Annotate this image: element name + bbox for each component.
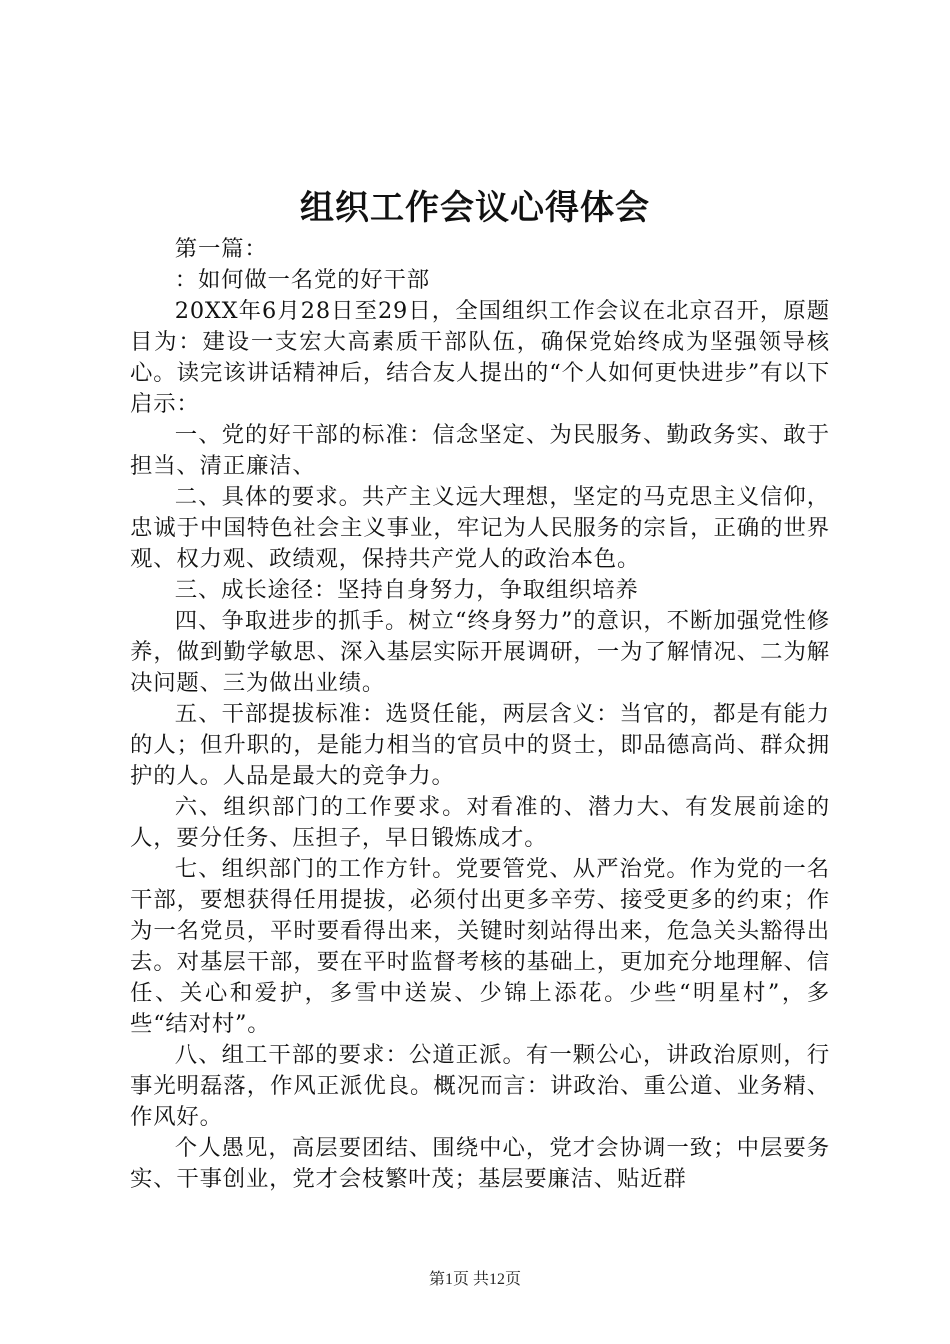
paragraph: 七、组织部门的工作方针。党要管党、从严治党。作为党的一名干部，要想获得任用提拔，必须付出更多辛劳、接受更多的约束；作为一名党员，平时要看得出来，关键时刻站得出来，危急关头豁得出去。对基层干部，要在平时监督考核的基础上，更加充分地理解、信任、关心和爱护，多雪中送炭、少锦上添花。少些“明星村”，多些“结对村”。 xyxy=(130,856,830,1037)
page-number-indicator: 第1页 共12页 xyxy=(428,1271,521,1288)
paragraph: 五、干部提拔标准：选贤任能，两层含义：当官的，都是有能力的人；但升职的，是能力相当的官员中的贤士，即品德高尚、群众拥护的人。人品是最大的竞争力。 xyxy=(130,701,830,789)
paragraph: 第一篇： xyxy=(174,236,268,262)
paragraph: 个人愚见，高层要团结、围绕中心，党才会协调一致；中层要务实、干事创业，党才会枝繁叶茂；基层要廉洁、贴近群 xyxy=(130,1135,830,1192)
paragraph: 六、组织部门的工作要求。对看准的、潜力大、有发展前途的人，要分任务、压担子，早日锻炼成才。 xyxy=(130,794,830,851)
document-title: 组织工作会议心得体会 xyxy=(300,188,650,228)
paragraph: 一、党的好干部的标准：信念坚定、为民服务、勤政务实、敢于担当、清正廉洁、 xyxy=(130,422,830,479)
paragraph: 三、成长途径：坚持自身努力，争取组织培养 xyxy=(174,577,639,603)
paragraph: 20XX年6月28日至29日，全国组织工作会议在北京召开，原题目为：建设一支宏大高素质干部队伍，确保党始终成为坚强领导核心。读完该讲话精神后，结合友人提出的“个人如何更快进步”有以下启示： xyxy=(130,298,830,417)
document-body xyxy=(130,234,830,1195)
page-footer xyxy=(0,1270,950,1290)
paragraph: 二、具体的要求。共产主义远大理想，坚定的马克思主义信仰，忠诚于中国特色社会主义事业，牢记为人民服务的宗旨，正确的世界观、权力观、政绩观，保持共产党人的政治本色。 xyxy=(130,484,830,572)
paragraph: ：如何做一名党的好干部 xyxy=(174,267,430,293)
paragraph: 八、组工干部的要求：公道正派。有一颗公心，讲政治原则，行事光明磊落，作风正派优良。概况而言：讲政治、重公道、业务精、作风好。 xyxy=(130,1042,830,1130)
paragraph: 四、争取进步的抓手。树立“终身努力”的意识，不断加强党性修养，做到勤学敏思、深入基层实际开展调研，一为了解情况、二为解决问题、三为做出业绩。 xyxy=(130,608,830,696)
